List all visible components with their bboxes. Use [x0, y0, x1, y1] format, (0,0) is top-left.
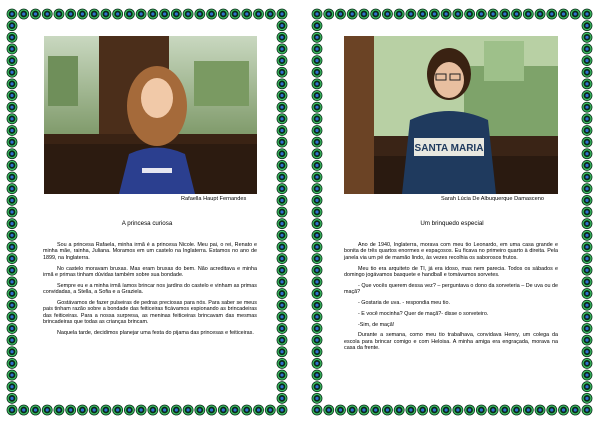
- left-page: [6, 8, 288, 416]
- border-tile: [194, 9, 205, 20]
- paragraph: Gostávamos de fazer pulseiras de pedras preciosas para nós. Para saber se meus pais tinham razão sobre a bondade das feiticeiras ficávamos espionando as brincadeiras das feiticeiras. Para a nossa surpresa, as meninas feiticeiras brincavam das mesmas brincadeiras que todas as crianças brincam.: [43, 300, 257, 326]
- border-tile: [312, 393, 323, 404]
- border-tile: [7, 90, 18, 101]
- border-tile: [241, 9, 252, 20]
- border-tile: [323, 405, 334, 416]
- border-tile: [582, 195, 593, 206]
- border-tile: [7, 370, 18, 381]
- border-tile: [582, 230, 593, 241]
- border-tile: [582, 78, 593, 89]
- border-tile: [277, 370, 288, 381]
- border-tile: [7, 78, 18, 89]
- border-tile: [582, 381, 593, 392]
- border-tile: [312, 276, 323, 287]
- border-tile: [312, 253, 323, 264]
- border-tile: [312, 358, 323, 369]
- border-tile: [582, 335, 593, 346]
- border-tile: [452, 9, 463, 20]
- border-tile: [335, 9, 346, 20]
- border-tile: [312, 172, 323, 183]
- border-tile: [582, 323, 593, 334]
- border-tile: [499, 405, 510, 416]
- border-tile: [7, 102, 18, 113]
- border-tile: [582, 358, 593, 369]
- border-tile: [277, 148, 288, 159]
- border-tile: [7, 346, 18, 357]
- border-tile: [230, 9, 241, 20]
- border-tile: [77, 9, 88, 20]
- border-tile: [7, 265, 18, 276]
- border-tile: [124, 405, 135, 416]
- border-tile: [265, 405, 276, 416]
- border-tile: [159, 405, 170, 416]
- border-tile: [429, 405, 440, 416]
- border-tile: [523, 405, 534, 416]
- border-tile: [277, 9, 288, 20]
- border-tile: [347, 405, 358, 416]
- border-tile: [359, 9, 370, 20]
- border-tile: [7, 253, 18, 264]
- border-tile: [312, 44, 323, 55]
- border-tile: [218, 9, 229, 20]
- border-tile: [429, 9, 440, 20]
- border-tile: [464, 9, 475, 20]
- border-tile: [54, 9, 65, 20]
- border-tile: [277, 20, 288, 31]
- border-tile: [582, 288, 593, 299]
- border-tile: [194, 405, 205, 416]
- border-tile: [312, 32, 323, 43]
- border-tile: [582, 405, 593, 416]
- border-tile: [112, 405, 123, 416]
- border-tile: [558, 405, 569, 416]
- border-tile: [77, 405, 88, 416]
- border-tile: [488, 9, 499, 20]
- border-tile: [241, 405, 252, 416]
- border-tile: [277, 137, 288, 148]
- border-tile: [277, 125, 288, 136]
- border-tile: [277, 172, 288, 183]
- border-tile: [7, 183, 18, 194]
- border-tile: [558, 9, 569, 20]
- border-tile: [277, 160, 288, 171]
- border-tile: [312, 148, 323, 159]
- border-tile: [312, 346, 323, 357]
- border-tile: [159, 9, 170, 20]
- border-tile: [7, 323, 18, 334]
- paragraph: Meu tio era arquiteto de TI, já era idoso, mas nem parecia. Todos os sábados e domingo jogávamos basquete e handball e tomávamos sorvetes.: [344, 265, 558, 279]
- border-tile: [582, 370, 593, 381]
- border-tile: [147, 9, 158, 20]
- border-tile: [7, 288, 18, 299]
- border-tile: [253, 9, 264, 20]
- border-tile: [312, 125, 323, 136]
- border-tile: [7, 44, 18, 55]
- border-tile: [7, 137, 18, 148]
- border-tile: [582, 148, 593, 159]
- border-tile: [312, 311, 323, 322]
- border-tile: [382, 9, 393, 20]
- border-tile: [7, 195, 18, 206]
- border-tile: [570, 405, 581, 416]
- border-tile: [452, 405, 463, 416]
- border-tile: [277, 288, 288, 299]
- border-tile: [183, 9, 194, 20]
- border-tile: [277, 300, 288, 311]
- border-tile: [582, 183, 593, 194]
- border-tile: [7, 160, 18, 171]
- border-tile: [7, 172, 18, 183]
- border-tile: [582, 44, 593, 55]
- border-tile: [277, 183, 288, 194]
- paragraph: - E você mocinha? Quer de maçã?- disse o sorveteiro.: [358, 310, 489, 317]
- border-tile: [511, 405, 522, 416]
- border-tile: [136, 9, 147, 20]
- border-tile: [7, 20, 18, 31]
- paragraph: - Gostaria de uva. - respondia meu tio.: [358, 300, 450, 307]
- border-tile: [582, 207, 593, 218]
- girl-photo: [44, 36, 257, 194]
- border-tile: [277, 90, 288, 101]
- border-tile: [312, 90, 323, 101]
- border-tile: [42, 9, 53, 20]
- border-tile: [7, 311, 18, 322]
- border-tile: [147, 405, 158, 416]
- border-tile: [582, 137, 593, 148]
- story-text: [344, 242, 558, 356]
- border-tile: [582, 311, 593, 322]
- border-tile: [312, 381, 323, 392]
- border-tile: [7, 207, 18, 218]
- border-tile: [7, 300, 18, 311]
- border-tile: [7, 276, 18, 287]
- border-tile: [582, 9, 593, 20]
- border-tile: [277, 55, 288, 66]
- paragraph: Sempre eu e a minha irmã íamos brincar nos jardins do castelo e vinham as primas convidadas, a Stella, a Sofia e a Graziela.: [43, 282, 257, 296]
- girl-photo: [344, 36, 558, 194]
- border-tile: [312, 405, 323, 416]
- border-tile: [370, 405, 381, 416]
- border-tile: [476, 405, 487, 416]
- border-tile: [582, 172, 593, 183]
- border-tile: [312, 242, 323, 253]
- photo-caption: Rafaella Haupt Fernandes: [181, 196, 247, 202]
- border-tile: [582, 346, 593, 357]
- border-tile: [7, 230, 18, 241]
- border-tile: [312, 230, 323, 241]
- shirt-print: SANTA MARIA: [414, 143, 484, 154]
- border-tile: [7, 67, 18, 78]
- story-title: Um brinquedo especial: [420, 220, 484, 227]
- border-tile: [441, 405, 452, 416]
- border-tile: [582, 393, 593, 404]
- border-tile: [582, 253, 593, 264]
- border-tile: [417, 405, 428, 416]
- border-tile: [277, 113, 288, 124]
- border-tile: [488, 405, 499, 416]
- border-tile: [7, 148, 18, 159]
- border-tile: [277, 67, 288, 78]
- border-tile: [7, 9, 18, 20]
- border-tile: [335, 405, 346, 416]
- border-tile: [476, 9, 487, 20]
- border-tile: [277, 276, 288, 287]
- border-tile: [30, 405, 41, 416]
- border-tile: [582, 20, 593, 31]
- border-tile: [499, 9, 510, 20]
- border-tile: [582, 276, 593, 287]
- border-tile: [277, 102, 288, 113]
- border-tile: [406, 9, 417, 20]
- border-tile: [277, 335, 288, 346]
- border-tile: [312, 9, 323, 20]
- border-tile: [7, 113, 18, 124]
- paragraph: Durante a semana, como meu tio trabalhava, convidava Henry, um colega da escola para brincar comigo e com Heloisa. A minha amiga era engraçada, morava na casa da frente.: [344, 332, 558, 352]
- border-tile: [206, 405, 217, 416]
- border-tile: [277, 265, 288, 276]
- border-tile: [7, 32, 18, 43]
- border-tile: [277, 393, 288, 404]
- right-page: [311, 8, 593, 416]
- border-tile: [312, 137, 323, 148]
- paragraph: Ano de 1940, Inglaterra, morava com meu tio Leonardo, em uma casa grande e bonita de três quartos enormes e espaçosos. Eu ficava no primeiro quarto à direita. Pela janela via um pé de mamão lindo, às vezes recolhia os saborosos frutos.: [344, 242, 558, 261]
- border-tile: [312, 288, 323, 299]
- border-tile: [323, 9, 334, 20]
- border-tile: [406, 405, 417, 416]
- border-tile: [312, 113, 323, 124]
- border-tile: [277, 253, 288, 264]
- border-tile: [183, 405, 194, 416]
- border-tile: [265, 9, 276, 20]
- border-tile: [65, 405, 76, 416]
- border-tile: [18, 9, 29, 20]
- border-tile: [464, 405, 475, 416]
- border-tile: [312, 160, 323, 171]
- border-tile: [312, 102, 323, 113]
- border-tile: [394, 405, 405, 416]
- border-tile: [347, 9, 358, 20]
- border-tile: [277, 405, 288, 416]
- border-tile: [30, 9, 41, 20]
- border-tile: [171, 9, 182, 20]
- border-tile: [7, 125, 18, 136]
- border-tile: [124, 9, 135, 20]
- photo-caption: Sarah Lúcia De Albuquerque Damasceno: [441, 196, 544, 202]
- border-tile: [582, 67, 593, 78]
- border-tile: [277, 346, 288, 357]
- border-tile: [511, 9, 522, 20]
- border-tile: [277, 230, 288, 241]
- border-tile: [54, 405, 65, 416]
- border-tile: [7, 55, 18, 66]
- border-tile: [312, 370, 323, 381]
- border-tile: [312, 265, 323, 276]
- border-tile: [136, 405, 147, 416]
- border-tile: [277, 311, 288, 322]
- border-tile: [312, 20, 323, 31]
- border-tile: [218, 405, 229, 416]
- border-tile: [112, 9, 123, 20]
- border-tile: [312, 323, 323, 334]
- border-tile: [382, 405, 393, 416]
- border-tile: [359, 405, 370, 416]
- border-tile: [582, 113, 593, 124]
- border-tile: [523, 9, 534, 20]
- border-tile: [582, 265, 593, 276]
- border-tile: [253, 405, 264, 416]
- border-tile: [7, 393, 18, 404]
- border-tile: [101, 9, 112, 20]
- border-tile: [7, 242, 18, 253]
- border-tile: [18, 405, 29, 416]
- border-tile: [370, 9, 381, 20]
- border-tile: [546, 405, 557, 416]
- paragraph: No castelo moravam bruxas. Mas eram bruxas do bem. Não acreditava e minha irmã e primas tinham dúvidas também sobre sua bondade.: [43, 265, 257, 279]
- border-tile: [277, 381, 288, 392]
- border-tile: [535, 9, 546, 20]
- border-tile: [277, 195, 288, 206]
- border-tile: [206, 9, 217, 20]
- border-tile: [582, 242, 593, 253]
- border-tile: [312, 195, 323, 206]
- story-text: [43, 242, 257, 341]
- border-tile: [570, 9, 581, 20]
- border-tile: [171, 405, 182, 416]
- border-tile: [312, 335, 323, 346]
- border-tile: [394, 9, 405, 20]
- border-tile: [277, 358, 288, 369]
- border-tile: [312, 300, 323, 311]
- border-tile: [417, 9, 428, 20]
- border-tile: [312, 207, 323, 218]
- story-title: A princesa curiosa: [121, 220, 173, 227]
- border-tile: [277, 242, 288, 253]
- border-tile: [441, 9, 452, 20]
- border-tile: [89, 9, 100, 20]
- border-tile: [230, 405, 241, 416]
- border-tile: [277, 32, 288, 43]
- border-tile: [582, 102, 593, 113]
- border-tile: [277, 323, 288, 334]
- border-tile: [546, 9, 557, 20]
- border-tile: [7, 381, 18, 392]
- border-tile: [312, 183, 323, 194]
- border-tile: [312, 55, 323, 66]
- border-tile: [582, 32, 593, 43]
- border-tile: [277, 207, 288, 218]
- border-tile: [582, 55, 593, 66]
- border-tile: [89, 405, 100, 416]
- border-tile: [42, 405, 53, 416]
- paragraph: - Que vocês querem dessa vez? – perguntava o dono da sorveteria – De uva ou de maçã?: [344, 282, 558, 296]
- paragraph: Sou a princesa Rafaela, minha irmã é a princesa Nicole. Meu pai, o rei, Renato e minha mãe, rainha, Juliana. Moramos em um castelo na Inglaterra. Estamos no ano de 1899, na Inglaterra.: [43, 242, 257, 261]
- border-tile: [101, 405, 112, 416]
- border-tile: [535, 405, 546, 416]
- border-tile: [7, 405, 18, 416]
- border-tile: [65, 9, 76, 20]
- border-tile: [7, 358, 18, 369]
- border-tile: [7, 335, 18, 346]
- border-tile: [582, 160, 593, 171]
- paragraph: Naquela tarde, decidimos planejar uma festa do pijama das princesas e feiticeiras.: [57, 330, 254, 337]
- border-tile: [312, 67, 323, 78]
- border-tile: [582, 300, 593, 311]
- border-tile: [582, 125, 593, 136]
- border-tile: [277, 44, 288, 55]
- border-tile: [277, 78, 288, 89]
- border-tile: [312, 78, 323, 89]
- border-tile: [582, 90, 593, 101]
- paragraph: -Sim, de maçã!: [358, 321, 395, 328]
